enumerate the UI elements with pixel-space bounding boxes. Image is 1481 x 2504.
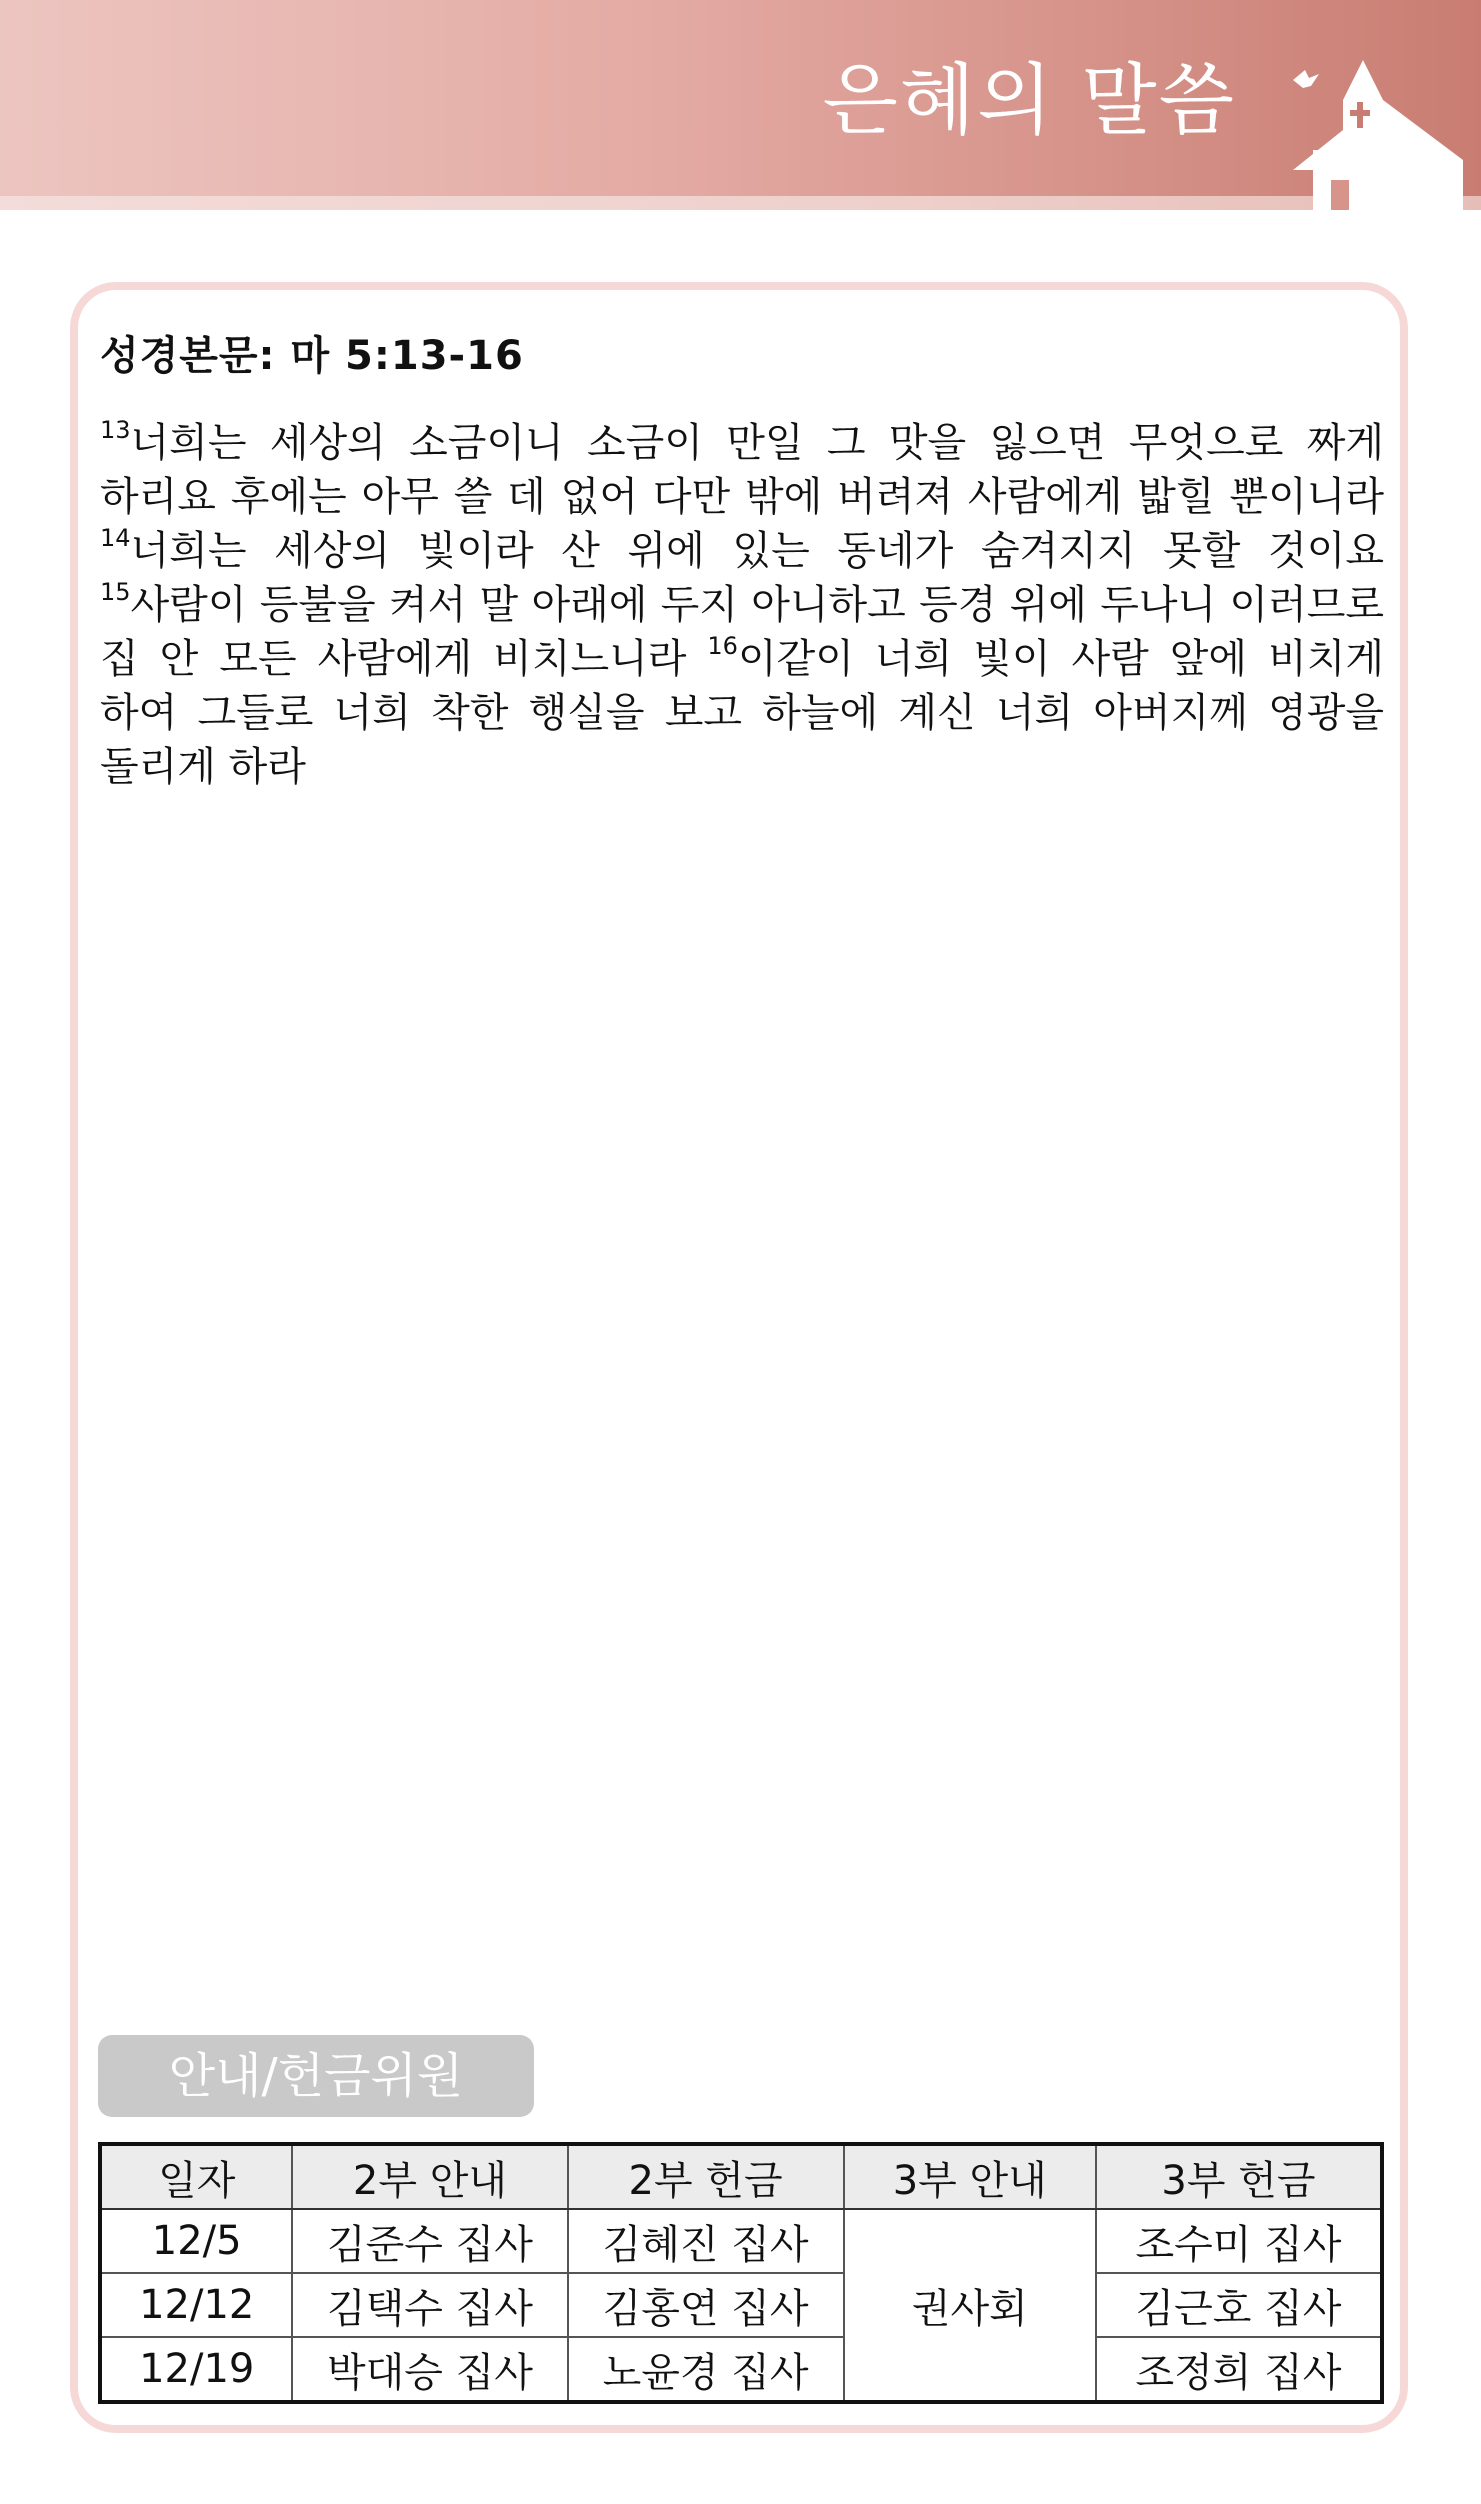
header-offering3: 3부 헌금 — [1096, 2144, 1382, 2209]
cell-offering3: 조수미 집사 — [1096, 2209, 1382, 2273]
verse-text: 너희는 세상의 소금이니 소금이 만일 그 맛을 잃으면 무엇으로 짜게 하리요 후에는 아무 쓸 데 없어 다만 밖에 버려져 사람에게 밟힐 뿐이니라 — [100, 420, 1384, 520]
cell-guide2: 박대승 집사 — [292, 2337, 567, 2402]
verse-number: 15 — [100, 578, 131, 606]
table-row — [100, 2273, 1382, 2337]
verse-number: 16 — [707, 632, 738, 660]
scripture-passage — [100, 416, 1384, 794]
table-header-row — [100, 2144, 1382, 2209]
header-guide3: 3부 안내 — [844, 2144, 1096, 2209]
cell-guide2: 김준수 집사 — [292, 2209, 567, 2273]
cell-date: 12/5 — [100, 2209, 292, 2273]
scripture-reference: 성경본문: 마 5:13-16 — [100, 333, 524, 379]
cell-guide2: 김택수 집사 — [292, 2273, 567, 2337]
header-date: 일자 — [100, 2144, 292, 2209]
cell-date: 12/19 — [100, 2337, 292, 2402]
table-row — [100, 2337, 1382, 2402]
cell-date: 12/12 — [100, 2273, 292, 2337]
church-icon — [1253, 40, 1463, 210]
cell-guide3-merged: 권사회 — [844, 2209, 1096, 2402]
ushers-table — [98, 2142, 1384, 2404]
verse-text: 이같이 너희 빛이 사람 앞에 비치게 하여 그들로 너희 착한 행실을 보고 하늘에 계신 너희 아버지께 영광을 돌리게 하라 — [100, 636, 1384, 790]
ushers-section-label: 안내/헌금위원 — [98, 2035, 534, 2117]
page-title: 은혜의 말씀 — [822, 56, 1236, 146]
cell-offering3: 조정희 집사 — [1096, 2337, 1382, 2402]
table-row — [100, 2209, 1382, 2273]
cell-offering2: 김혜진 집사 — [568, 2209, 844, 2273]
verse-number: 14 — [100, 524, 131, 552]
header-guide2: 2부 안내 — [292, 2144, 567, 2209]
verse-number: 13 — [100, 416, 131, 444]
cell-offering3: 김근호 집사 — [1096, 2273, 1382, 2337]
cell-offering2: 김홍연 집사 — [568, 2273, 844, 2337]
verse-text: 사람이 등불을 켜서 말 아래에 두지 아니하고 등경 위에 두나니 이러므로 집 안 모든 사람에게 비치느니라 — [100, 582, 1384, 682]
header-offering2: 2부 헌금 — [568, 2144, 844, 2209]
cell-offering2: 노윤경 집사 — [568, 2337, 844, 2402]
verse-text: 너희는 세상의 빛이라 산 위에 있는 동네가 숨겨지지 못할 것이요 — [130, 528, 1384, 574]
